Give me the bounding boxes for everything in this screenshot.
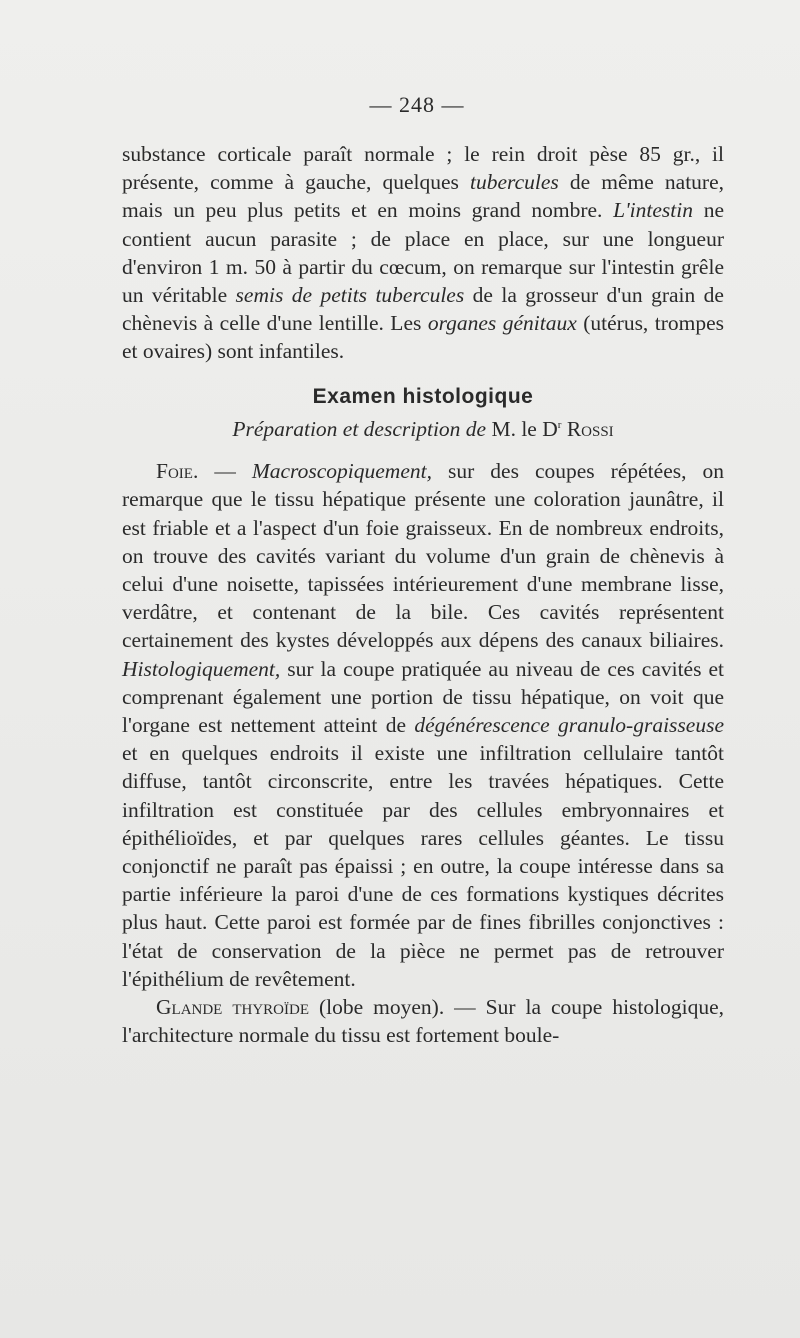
italic-term: semis de petits tubercules: [235, 283, 465, 308]
italic-term: Macroscopiquement,: [251, 459, 432, 484]
text-run: (utérus, trompes et ovaires) sont infantiles.: [122, 311, 725, 364]
superscript: r: [557, 418, 562, 431]
paragraph-continuation: [122, 140, 724, 366]
text-run: —: [198, 459, 252, 484]
text-run: de la grosseur d'un grain de chènevis à celle d'une lentille. Les: [122, 283, 724, 336]
page-body: [122, 140, 724, 1049]
paragraph-glande-thyroide: [122, 993, 724, 1049]
text-run: M. le D: [486, 416, 558, 441]
text-run: sur des coupes répétées, on remarque que le tissu hépatique présente une coloration jaunâtre, il est friable et a l'aspect d'un foie graisseux. En de nombreux endroits, on trouve des cavités variant du volume d'un grain de chènevis à celui d'une noisette, tapissées intérieurement d'une membrane lisse, verdâtre, et contenant de la bile. Ces cavités représentent certainement des kystes développés aux dépens des canaux biliaires.: [122, 459, 724, 653]
italic-term: dégénérescence granulo-graisseuse: [414, 713, 724, 738]
italic-term: L'intestin: [613, 198, 693, 223]
text-run: de même nature, mais un peu plus petits et en moins grand nombre.: [122, 170, 724, 223]
italic-term: tubercules: [470, 170, 559, 195]
author-name: Rossi: [561, 416, 614, 441]
paragraph-label: Foie.: [156, 459, 199, 484]
italic-term: organes génitaux: [427, 311, 577, 336]
text-run: sur la coupe pratiquée au niveau de ces cavités et comprenant également une portion de tissu hépatique, on voit que l'organe est nettement atteint de: [122, 656, 724, 738]
section-subheading: [122, 411, 724, 443]
text-run: substance corticale paraît normale ; le rein droit pèse 85 gr., il présente, comme à gauche, quelques: [122, 142, 724, 195]
page-number: — 248 —: [369, 92, 465, 117]
text-run: ne contient aucun parasite ; de place en place, sur une longueur d'environ 1 m. 50 à partir du cœcum, on remarque sur l'intestin grêle un véritable: [122, 198, 724, 308]
section-heading: Examen histologique: [312, 384, 534, 408]
paragraph-label: Glande thyroïde: [156, 995, 309, 1020]
text-run: (lobe moyen). — Sur la coupe histologique, l'architecture normale du tissu est fortement boule-: [122, 995, 725, 1048]
text-run: et en quelques endroits il existe une infiltration cellulaire tantôt diffuse, tantôt circonscrite, entre les travées hépatiques. Cette infiltration est constituée par des cellules embryonnaires et épithélioïdes, et par quelques rares cellules géantes. Le tissu conjonctif ne paraît pas épaissi ; en outre, la coupe intéresse dans sa partie inférieure la paroi d'une de ces formations kystiques décrites plus haut. Cette paroi est formée par de fines fibrilles conjonctives : l'état de conservation de la pièce ne permet pas de retrouver l'épithélium de revêtement.: [122, 741, 724, 991]
italic-term: Histologiquement,: [122, 656, 281, 681]
paragraph-foie: [122, 457, 724, 993]
italic-term: Préparation et description de: [232, 416, 487, 441]
